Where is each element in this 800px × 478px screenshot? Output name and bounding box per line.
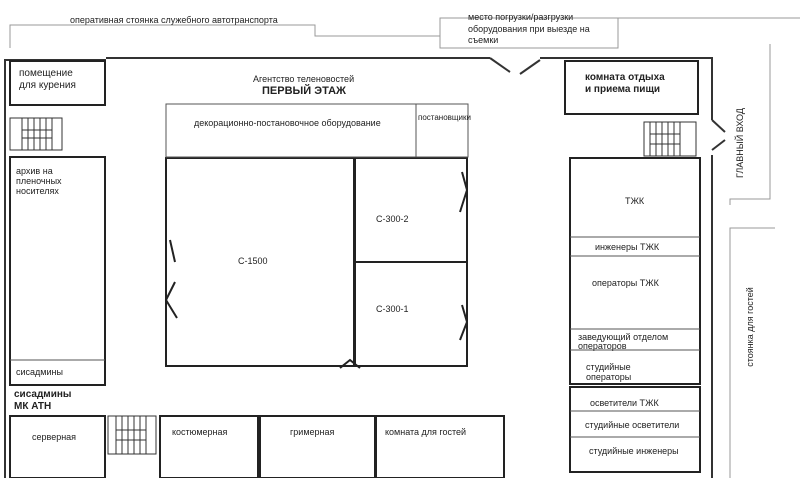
guest-parking-label: стоянка для гостей [745,287,755,367]
stagehands-room [416,104,468,157]
c1500-label: С-1500 [238,256,268,266]
archive-label-1: архив на [16,166,53,176]
tzhk-label: ТЖК [625,196,645,206]
stairs-icon [644,122,696,156]
sysadmins-label: сисадмины [16,367,63,377]
entrance-door [712,120,725,132]
guest-room-label: комната для гостей [385,427,467,437]
loading-label-3: съемки [468,35,499,45]
archive-label-3: носителях [16,186,59,196]
makeup-label: гримерная [290,427,335,437]
costume-room [160,416,258,478]
sysadmins-atn-label-2: МК АТН [14,401,52,412]
parking-service-label: оперативная стоянка служебного автотранспорта [70,15,278,25]
agency-label: Агентство теленовостей [253,74,355,84]
studio-engineers-label: студийные инженеры [589,446,679,456]
stagehands-label: постановщики [418,113,471,122]
server-room [10,416,105,478]
smoking-label-1: помещение [19,68,73,79]
smoking-label-2: для курения [19,80,76,91]
rest-label-2: и приема пищи [585,84,661,95]
server-label: серверная [32,432,77,442]
head-ops-label-1: заведующий отделом [578,332,669,342]
c300-2-label: С-300-2 [376,214,409,224]
operators-tzhk-label: операторы ТЖК [592,278,659,288]
main-entrance-label: ГЛАВНЫЙ ВХОД [735,108,745,178]
sysadmins-atn-label-1: сисадмины [14,389,72,400]
entrance-door-2 [712,140,725,150]
studio-lighting-label: студийные осветители [585,420,680,430]
studio-ops-label-1: студийные [586,362,631,372]
rest-label-1: комната отдыха [585,72,665,83]
c300-1-label: С-300-1 [376,304,409,314]
floor-title: ПЕРВЫЙ ЭТАЖ [262,85,346,97]
stairs-icon [108,416,156,454]
head-ops-label-2: операторов [578,341,627,351]
studio-ops-label-2: операторы [586,372,632,382]
engineers-tzhk-label: инженеры ТЖК [595,242,660,252]
studio-c300-1 [355,262,467,366]
loading-label-1: место погрузки/разгрузки [468,12,574,22]
door-top [490,58,510,72]
studio-c300-2 [355,158,467,262]
makeup-room [260,416,375,478]
door-swing-icon [166,172,467,368]
decor-room [166,104,416,157]
stairs-icon [10,118,62,150]
loading-label-2: оборудования при выезде на [468,24,590,34]
guest-room [376,416,504,478]
costume-label: костюмерная [172,427,228,437]
door-top-2 [520,60,540,74]
lighting-tzhk-label: осветители ТЖК [590,398,659,408]
decor-label: декорационно-постановочное оборудование [194,118,381,128]
archive-label-2: пленочных [16,176,62,186]
